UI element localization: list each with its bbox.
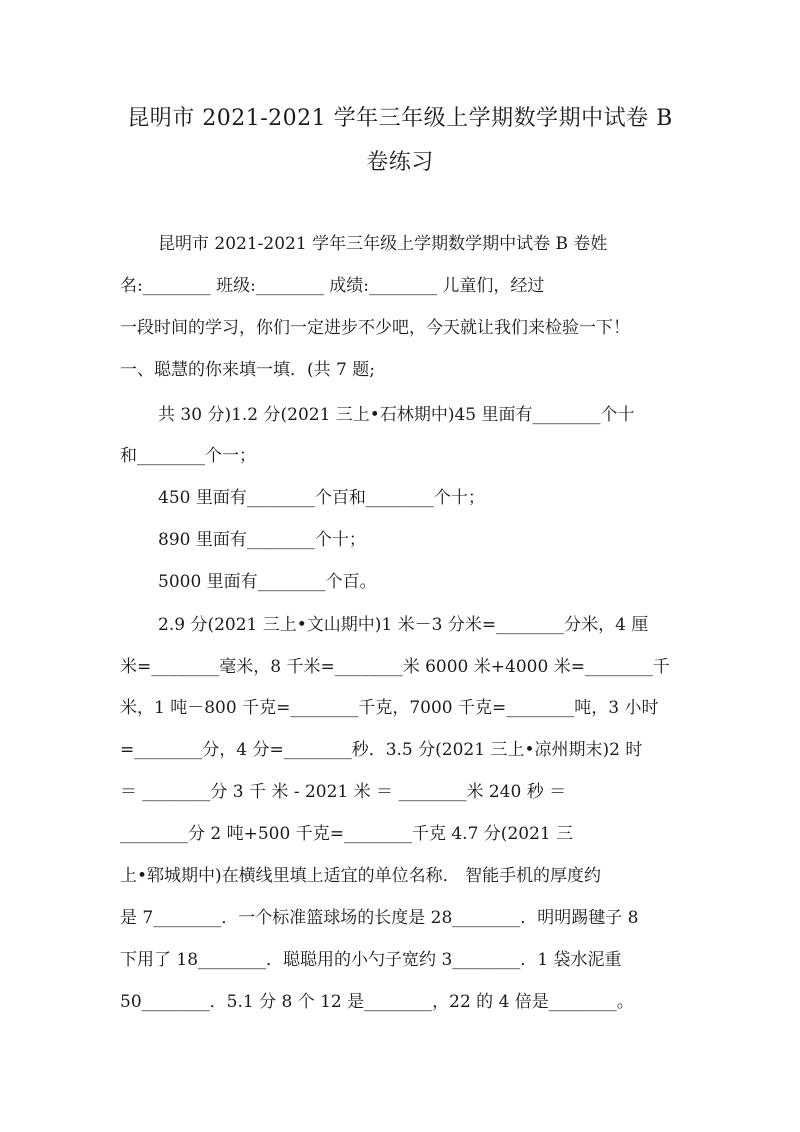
- body-line: 5000 里面有________个百。: [158, 572, 377, 592]
- document-title: [100, 97, 700, 185]
- title-line-2: 卷练习: [366, 150, 434, 175]
- body-line: 名:________ 班级:________ 成绩:________ 儿童们，经过: [120, 276, 545, 296]
- body-line: 890 里面有________个十；: [158, 530, 366, 550]
- body-line: 昆明市 2021-2021 学年三年级上学期数学期中试卷 B 卷姓: [158, 234, 608, 254]
- body-line: 上•郓城期中)在横线里填上适宜的单位名称． 智能手机的厚度约: [120, 866, 602, 886]
- title-line-1: 昆明市 2021-2021 学年三年级上学期数学期中试卷 B: [127, 106, 673, 131]
- body-line: 2.9 分(2021 三上•文山期中)1 米－3 分米=________分米，4 厘: [158, 615, 649, 635]
- body-line: 米，1 吨－800 千克=________千克，7000 千克=________吨，3 小时: [120, 698, 659, 718]
- body-line: 共 30 分)1.2 分(2021 三上•石林期中)45 里面有________个十: [158, 405, 635, 425]
- body-line: 是 7________．一个标准篮球场的长度是 28________．明明踢毽子 8: [120, 908, 639, 928]
- body-line: 50________．5.1 分 8 个 12 是________，22 的 4 倍是________。: [120, 992, 634, 1012]
- body-line: ＝ ________分 3 千 米 - 2021 米 ＝ ________米 240 秒 ＝: [120, 782, 567, 802]
- body-line: 一段时间的学习，你们一定进步不少吧，今天就让我们来检验一下！: [120, 318, 630, 338]
- section-heading: 一、聪慧的你来填一填．(共 7 题;: [120, 360, 375, 380]
- body-line: 和________个一；: [120, 446, 256, 466]
- body-line: =________分，4 分=________秒．3.5 分(2021 三上•凉州期末)2 时: [120, 740, 643, 760]
- body-line: 米=________毫米，8 千米=________米 6000 米+4000 米=________千: [120, 657, 670, 677]
- body-line: 450 里面有________个百和________个十；: [158, 488, 485, 508]
- body-line: 下用了 18________．聪聪用的小勺子宽约 3________．1 袋水泥重: [120, 950, 622, 970]
- body-line: ________分 2 吨+500 千克=________千克 4.7 分(2021 三: [120, 824, 574, 844]
